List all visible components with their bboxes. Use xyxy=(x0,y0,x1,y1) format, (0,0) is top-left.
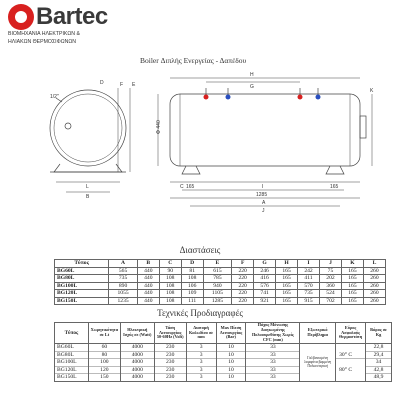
dim-value-cell: 202 xyxy=(319,275,341,283)
brand-subtitle-2: ΗΛΙΑΚΩΝ ΘΕΡΜΟΣΙΦΩΝΩΝ xyxy=(8,38,76,45)
blue-connector-2 xyxy=(316,95,321,100)
dim-value-cell: 220 xyxy=(232,275,254,283)
spec-header: Ηλεκτρική Ισχύς σε (Watt) xyxy=(120,323,154,344)
dim-value-cell: 81 xyxy=(181,267,203,275)
dim-value-cell: 1285 xyxy=(203,297,232,305)
dim-header: K xyxy=(341,260,363,268)
dim-value-cell: 440 xyxy=(137,275,159,283)
label-E: E xyxy=(132,82,136,88)
spec-value-cell: 60 xyxy=(88,344,120,352)
end-view-inner xyxy=(54,94,122,162)
dim-model-cell: BG80L xyxy=(55,275,109,283)
dim-header: L xyxy=(363,260,385,268)
spec-thermostat-low: 30° C xyxy=(336,344,366,359)
dim-value-cell: 565 xyxy=(109,267,138,275)
spec-value-cell: 120 xyxy=(88,366,120,374)
bartec-logo xyxy=(8,4,118,45)
spec-weight-cell: 48,9 xyxy=(366,374,392,382)
dim-value-cell: 165 xyxy=(276,290,298,298)
spec-value-cell: 100 xyxy=(88,359,120,367)
spec-value-cell: 4000 xyxy=(120,359,154,367)
spec-value-cell: 10 xyxy=(216,359,246,367)
spec-weight-cell: 34 xyxy=(366,359,392,367)
dim-value-cell: 165 xyxy=(276,282,298,290)
spec-model-cell: BG100L xyxy=(55,359,89,367)
dim-value-cell: 242 xyxy=(298,267,320,275)
tank-body xyxy=(170,94,360,166)
specs-row xyxy=(55,359,392,367)
dim-value-cell: 615 xyxy=(203,267,232,275)
dim-value-cell: 570 xyxy=(298,282,320,290)
label-pipe: 1/2'' xyxy=(50,94,59,100)
dim-value-cell: 220 xyxy=(232,282,254,290)
label-165b: 165 xyxy=(330,184,339,190)
dim-value-cell: 735 xyxy=(109,275,138,283)
spec-value-cell: 3 xyxy=(186,351,216,359)
spec-header: Τύπος xyxy=(55,323,89,344)
label-J: J xyxy=(262,208,265,214)
dim-value-cell: 416 xyxy=(254,275,276,283)
spec-value-cell: 10 xyxy=(216,351,246,359)
dim-header: Τύπος xyxy=(55,260,109,268)
dim-model-cell: BG120L xyxy=(55,290,109,298)
dim-value-cell: 108 xyxy=(159,282,181,290)
dim-value-cell: 220 xyxy=(232,297,254,305)
spec-value-cell: 10 xyxy=(216,374,246,382)
blue-connector xyxy=(226,95,231,100)
dim-value-cell: 106 xyxy=(181,282,203,290)
specs-title: Τεχνικές Προδιαγραφές xyxy=(157,308,243,318)
spec-value-cell: 3 xyxy=(186,374,216,382)
dim-value-cell: 220 xyxy=(232,290,254,298)
spec-value-cell: 230 xyxy=(154,359,186,367)
spec-value-cell: 230 xyxy=(154,344,186,352)
spec-thermostat-high: 80° C xyxy=(336,359,366,382)
dim-value-cell: 1105 xyxy=(203,290,232,298)
dim-value-cell: 260 xyxy=(363,275,385,283)
label-D: D xyxy=(100,80,104,86)
label-L: L xyxy=(86,184,89,190)
dim-header: F xyxy=(232,260,254,268)
spec-value-cell: 230 xyxy=(154,366,186,374)
spec-value-cell: 10 xyxy=(216,366,246,374)
dim-value-cell: 576 xyxy=(254,282,276,290)
dim-value-cell: 735 xyxy=(298,290,320,298)
dim-header: E xyxy=(203,260,232,268)
spec-header: Βάρος σε Kg xyxy=(366,323,392,344)
spec-value-cell: 4000 xyxy=(120,344,154,352)
dim-value-cell: 785 xyxy=(203,275,232,283)
dim-value-cell: 165 xyxy=(276,297,298,305)
spec-header: Πάχος Μόνωσης Διογκωμένης Πολυουρεθάνης Χωρίς CFC (mm) xyxy=(246,323,300,344)
spec-model-cell: BG120L xyxy=(55,366,89,374)
dim-model-cell: BG60L xyxy=(55,267,109,275)
label-H: H xyxy=(250,72,254,78)
end-view-feet xyxy=(54,164,122,172)
dim-value-cell: 921 xyxy=(254,297,276,305)
dim-value-cell: 165 xyxy=(341,275,363,283)
dimensions-row xyxy=(55,297,386,305)
dim-header: G xyxy=(254,260,276,268)
spec-value-cell: 10 xyxy=(216,344,246,352)
spec-value-cell: 230 xyxy=(154,374,186,382)
dimensions-table xyxy=(54,259,386,305)
dim-value-cell: 702 xyxy=(319,297,341,305)
spec-weight-cell: 42,8 xyxy=(366,366,392,374)
dim-header: I xyxy=(298,260,320,268)
label-dia: Φ 440 xyxy=(156,120,162,134)
spec-header: Εξωτερικό Περίβλημα xyxy=(300,323,336,344)
dim-value-cell: 524 xyxy=(319,290,341,298)
dimensions-title: Διαστάσεις xyxy=(179,245,221,255)
dim-value-cell: 111 xyxy=(181,297,203,305)
drawing-title: Boiler Διπλής Ενεργείας - Δαπέδου xyxy=(140,56,247,65)
specs-header-row xyxy=(55,323,392,344)
dim-value-cell: 165 xyxy=(341,267,363,275)
spec-model-cell: BG60L xyxy=(55,344,89,352)
spec-model-cell: BG150L xyxy=(55,374,89,382)
dim-value-cell: 165 xyxy=(341,282,363,290)
dim-value-cell: 1235 xyxy=(109,297,138,305)
dim-header: B xyxy=(137,260,159,268)
dim-value-cell: 75 xyxy=(319,267,341,275)
dim-value-cell: 90 xyxy=(159,267,181,275)
brand-name: Bartec xyxy=(36,3,108,30)
dim-value-cell: 890 xyxy=(109,282,138,290)
label-K: K xyxy=(370,88,374,94)
dim-value-cell: 440 xyxy=(137,290,159,298)
spec-value-cell: 150 xyxy=(88,374,120,382)
spec-header: Εύρος Ασφαλούς Θερμοστάτη xyxy=(336,323,366,344)
dim-value-cell: 165 xyxy=(276,275,298,283)
label-A: A xyxy=(262,200,266,206)
dim-value-cell: 1055 xyxy=(109,290,138,298)
dim-value-cell: 360 xyxy=(319,282,341,290)
spec-value-cell: 33 xyxy=(246,359,300,367)
spec-value-cell: 33 xyxy=(246,344,300,352)
spec-value-cell: 33 xyxy=(246,366,300,374)
dim-model-cell: BG100L xyxy=(55,282,109,290)
dim-header: C xyxy=(159,260,181,268)
dim-value-cell: 260 xyxy=(363,290,385,298)
dim-value-cell: 108 xyxy=(181,275,203,283)
spec-value-cell: 4000 xyxy=(120,351,154,359)
end-view-hole xyxy=(65,123,71,129)
spec-value-cell: 3 xyxy=(186,344,216,352)
dimensions-row xyxy=(55,282,386,290)
label-F: F xyxy=(120,82,124,88)
spec-header: Τάση Λειτουργίας 50-60Hz (Volt) xyxy=(154,323,186,344)
dim-header: A xyxy=(109,260,138,268)
dim-value-cell: 440 xyxy=(137,267,159,275)
spec-header: Max Πίεση Λειτουργίας (Bar) xyxy=(216,323,246,344)
label-I: I xyxy=(262,184,264,190)
dim-value-cell: 165 xyxy=(276,267,298,275)
dim-header: J xyxy=(319,260,341,268)
dim-value-cell: 915 xyxy=(298,297,320,305)
spec-value-cell: 4000 xyxy=(120,366,154,374)
dim-value-cell: 108 xyxy=(159,290,181,298)
label-G: G xyxy=(250,84,254,90)
dim-value-cell: 165 xyxy=(341,290,363,298)
spec-value-cell: 80 xyxy=(88,351,120,359)
dim-value-cell: 220 xyxy=(232,267,254,275)
label-165a: 165 xyxy=(186,184,195,190)
dim-value-cell: 440 xyxy=(137,297,159,305)
dim-value-cell: 440 xyxy=(137,282,159,290)
spec-value-cell: 3 xyxy=(186,366,216,374)
spec-value-cell: 230 xyxy=(154,351,186,359)
spec-model-cell: BG80L xyxy=(55,351,89,359)
dim-value-cell: 940 xyxy=(203,282,232,290)
brand-subtitle-1: ΒΙΟΜΗΧΑΝΙΑ ΗΛΕΚΤΡΙΚΩΝ & xyxy=(8,31,80,37)
label-1285: 1285 xyxy=(256,192,268,198)
dim-value-cell: 260 xyxy=(363,297,385,305)
dim-value-cell: 411 xyxy=(298,275,320,283)
spec-value-cell: 33 xyxy=(246,351,300,359)
label-C: C xyxy=(180,184,184,190)
dim-model-cell: BG150L xyxy=(55,297,109,305)
specs-table xyxy=(54,322,392,382)
dimensions-row xyxy=(55,275,386,283)
dimensions-row xyxy=(55,267,386,275)
spec-value-cell: 3 xyxy=(186,359,216,367)
dim-value-cell: 109 xyxy=(181,290,203,298)
dim-value-cell: 741 xyxy=(254,290,276,298)
brand-circle-icon xyxy=(8,4,34,30)
spec-header: Χωρητικότητα σε Lt xyxy=(88,323,120,344)
dim-header: H xyxy=(276,260,298,268)
dim-value-cell: 108 xyxy=(159,275,181,283)
red-connector-2 xyxy=(298,95,303,100)
dim-value-cell: 246 xyxy=(254,267,276,275)
spec-weight-cell: 29,4 xyxy=(366,351,392,359)
red-connector xyxy=(204,95,209,100)
dimensions-row xyxy=(55,290,386,298)
spec-weight-cell: 22,8 xyxy=(366,344,392,352)
specs-row xyxy=(55,344,392,352)
dim-value-cell: 260 xyxy=(363,282,385,290)
technical-drawing xyxy=(0,64,400,239)
spec-value-cell: 33 xyxy=(246,374,300,382)
label-B-end: B xyxy=(86,194,90,200)
spec-value-cell: 4000 xyxy=(120,374,154,382)
dim-value-cell: 108 xyxy=(159,297,181,305)
dim-header: D xyxy=(181,260,203,268)
dimensions-header-row xyxy=(55,260,386,268)
spec-header: Διατομή Καλωδίου σε mm xyxy=(186,323,216,344)
dim-value-cell: 260 xyxy=(363,267,385,275)
spec-enclosure-cell: Γαλβανισμένη λαμαρίνα βαμμένη Πολυεστερική xyxy=(300,344,336,382)
dim-value-cell: 165 xyxy=(341,297,363,305)
